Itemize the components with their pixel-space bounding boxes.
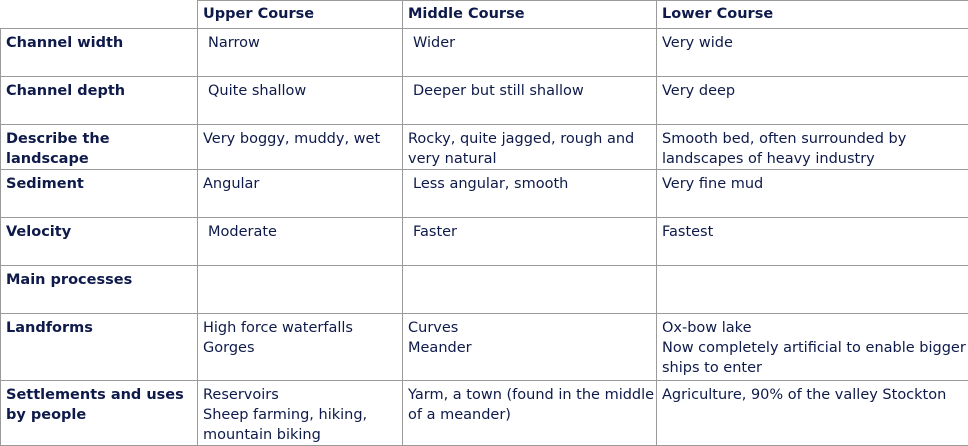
cell-lower-processes — [657, 266, 968, 314]
cell-middle-settlements — [403, 381, 657, 446]
cell-line: very natural — [408, 149, 651, 169]
cell-line: Reservoirs — [203, 385, 397, 405]
cell-lower-velocity — [657, 218, 968, 266]
header-row — [1, 1, 968, 29]
cell-line: Sheep farming, hiking, — [203, 405, 397, 425]
cell-middle-sediment — [403, 170, 657, 218]
cell-line: Deeper but still shallow — [413, 81, 651, 101]
cell-upper-channel-depth — [198, 77, 403, 125]
cell-line: Wider — [413, 33, 651, 53]
row-header-landforms: Landforms — [1, 314, 198, 381]
cell-upper-velocity — [198, 218, 403, 266]
cell-lower-settlements — [657, 381, 968, 446]
cell-line: Faster — [413, 222, 651, 242]
cell-line: Moderate — [208, 222, 397, 242]
cell-line: Less angular, smooth — [413, 174, 651, 194]
cell-line: Yarm, a town (found in the middle — [408, 385, 651, 405]
column-header-upper-course: Upper Course — [198, 1, 403, 29]
cell-line: Smooth bed, often surrounded by — [662, 129, 963, 149]
row-header-sediment: Sediment — [1, 170, 198, 218]
cell-line: ships to enter — [662, 358, 963, 378]
row-header-line: by people — [6, 405, 192, 425]
row-header-line: landscape — [6, 149, 192, 169]
cell-line: Very deep — [662, 81, 963, 101]
cell-line: Very wide — [662, 33, 963, 53]
row-header-velocity: Velocity — [1, 218, 198, 266]
table-row — [1, 170, 968, 218]
cell-upper-sediment — [198, 170, 403, 218]
table-row — [1, 77, 968, 125]
table-row — [1, 29, 968, 77]
cell-upper-settlements — [198, 381, 403, 446]
cell-line: Very boggy, muddy, wet — [203, 129, 397, 149]
cell-line: Narrow — [208, 33, 397, 53]
cell-line: Meander — [408, 338, 651, 358]
table-row — [1, 266, 968, 314]
cell-line: Quite shallow — [208, 81, 397, 101]
cell-line: Ox-bow lake — [662, 318, 963, 338]
column-header-middle-course: Middle Course — [403, 1, 657, 29]
cell-middle-channel-width — [403, 29, 657, 77]
cell-lower-sediment — [657, 170, 968, 218]
cell-line: mountain biking — [203, 425, 397, 445]
cell-line: Rocky, quite jagged, rough and — [408, 129, 651, 149]
cell-upper-landforms — [198, 314, 403, 381]
cell-line: Very fine mud — [662, 174, 963, 194]
cell-upper-landscape — [198, 125, 403, 170]
corner-cell — [1, 1, 198, 29]
row-header-line: Settlements and uses — [6, 385, 192, 405]
cell-line: Agriculture, 90% of the valley Stockton — [662, 385, 963, 405]
cell-line: of a meander) — [408, 405, 651, 425]
cell-line: Fastest — [662, 222, 963, 242]
cell-middle-landscape — [403, 125, 657, 170]
cell-lower-landforms — [657, 314, 968, 381]
row-header-describe-landscape — [1, 125, 198, 170]
cell-line: Now completely artificial to enable bigger — [662, 338, 963, 358]
cell-upper-processes — [198, 266, 403, 314]
cell-upper-channel-width — [198, 29, 403, 77]
cell-middle-channel-depth — [403, 77, 657, 125]
table-row — [1, 125, 968, 170]
column-header-lower-course: Lower Course — [657, 1, 968, 29]
table-row — [1, 218, 968, 266]
cell-line: Angular — [203, 174, 397, 194]
cell-line: Gorges — [203, 338, 397, 358]
table-row — [1, 381, 968, 446]
cell-line: landscapes of heavy industry — [662, 149, 963, 169]
table-row — [1, 314, 968, 381]
cell-line: Curves — [408, 318, 651, 338]
cell-middle-processes — [403, 266, 657, 314]
row-header-line: Describe the — [6, 129, 192, 149]
cell-middle-landforms — [403, 314, 657, 381]
row-header-channel-width: Channel width — [1, 29, 198, 77]
cell-lower-channel-depth — [657, 77, 968, 125]
row-header-main-processes: Main processes — [1, 266, 198, 314]
row-header-settlements — [1, 381, 198, 446]
cell-lower-channel-width — [657, 29, 968, 77]
row-header-channel-depth: Channel depth — [1, 77, 198, 125]
cell-lower-landscape — [657, 125, 968, 170]
cell-middle-velocity — [403, 218, 657, 266]
cell-line: High force waterfalls — [203, 318, 397, 338]
